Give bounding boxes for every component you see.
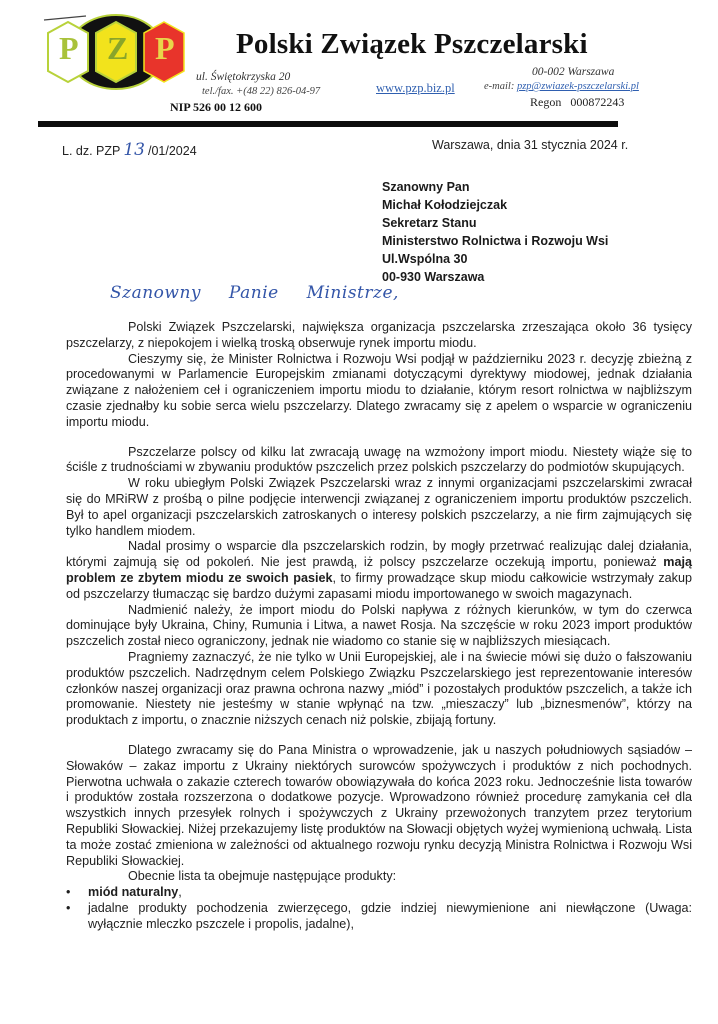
recipient-line: Ministerstwo Rolnictwa i Rozwoju Wsi (382, 234, 609, 248)
street-address: ul. Świętokrzyska 20 (196, 71, 291, 83)
list-item-text: , (178, 885, 182, 900)
date-line: Warszawa, dnia 31 stycznia 2024 r. (432, 138, 629, 152)
recipient-line: Sekretarz Stanu (382, 216, 477, 230)
list-item (66, 885, 692, 901)
recipient-line: Szanowny Pan (382, 180, 470, 194)
paragraph (66, 539, 692, 602)
paragraph: Cieszymy się, że Minister Rolnictwa i Rozwoju Wsi podjął w październiku 2023 r. decyzję zbieżną z procedowanymi w Parlamencie Europejskim zmianami dotyczącymi dyrektywy miodowej, jednak działania związane z nałożeniem ceł i ograniczeniem importu miodu to działanie, którym resort rolnictwa w najbliższym czasie zjednałby ku sobie serca wielu pszczelarzy. Dlatego zwracamy się z apelem o wsparcie w ograniczeniu importu miodu. (66, 351, 692, 429)
email-link[interactable]: pzp@zwiazek-pszczelarski.pl (516, 81, 639, 92)
paragraph: W roku ubiegłym Polski Związek Pszczelarski wraz z innymi organizacjami pszczelarskimi zwracał się do MRiRW z prośbą o pilne podjęcie interwencji związanej z ograniczeniem importu produktów pszczelich. Był to apel organizacji pszczelarskich zatroskanych o interesy polskich pszczelarzy, a nie firm zajmujących się tylko handlem miodem. (66, 476, 692, 538)
nip-number: NIP 526 00 12 600 (170, 100, 263, 114)
list-item (66, 901, 692, 933)
logo-letter-p1: P (59, 30, 79, 66)
ref-suffix: /01/2024 (148, 144, 197, 158)
logo-letter-z: Z (107, 30, 129, 66)
list-item-bold: miód naturalny (88, 885, 179, 900)
reference-number (62, 140, 197, 160)
email-label: e-mail: (484, 81, 515, 92)
salutation-handwritten: Szanowny Panie Ministrze, (110, 283, 399, 303)
paragraph: Dlatego zwracamy się do Pana Ministra o wprowadzenie, jak u naszych południowych sąsiadów – Słowaków – zakaz importu z Ukrainy niektórych surowców spożywczych i produktów z nich pochodnych. Pierwotna uchwała o zakazie czterech towarów obowiązywała do końca 2023 roku. Jednocześnie lista towarów i produktów została rozszerzona o dodatkowe pozycje. Wprowadzono również procedurę zamykania ceł dla wszystkich innych przesyłek rolnych i spożywczych z Ukrainy przewożonych tranzytem przez terytorium Republiki Słowackiej. Niżej przekazujemy listę produktów na Słowacji objętych wyżej wymienioną uchwałą. Lista ta może zostać zmieniona w zależności od aktualnego rozwoju rynku decyzją Ministra Rolnictwa i Rozwoju Wsi Republiki Słowackiej. (66, 742, 692, 868)
recipient-line: Michał Kołodziejczak (382, 198, 508, 212)
paragraph: Obecnie lista ta obejmuje następujące produkty: (128, 869, 397, 884)
recipient-line: Ul.Wspólna 30 (382, 252, 468, 266)
website-link[interactable]: www.pzp.biz.pl (376, 81, 455, 95)
logo-letter-p2: P (155, 30, 175, 66)
paragraph: Pragniemy zaznaczyć, że nie tylko w Unii Europejskiej, ale i na świecie mówi się dużo o fałszowaniu produktów pszczelich. Nadrzędnym celem Polskiego Związku Pszczelarskiego jest reprezentowanie interesów członków naszej organizacji oraz prawna ochrona nazwy „miód” i pozostałych produktów pszczelich, a także ich promowanie. Niestety nie jesteśmy w stanie wpłynąć na tzw. „mieszaczy” lub „biznesmenów”, którzy na produktach z importu, o znacznie niższych cenach niż polskie, zbijają fortuny. (66, 649, 692, 728)
phone-fax: tel./fax. +(48 22) 826-04-97 (202, 86, 321, 97)
ref-prefix: L. dz. PZP (62, 144, 121, 158)
list-item-text: jadalne produkty pochodzenia zwierzęcego, gdzie indziej niewymienione ani niewłączone (Uwaga: wyłącznie mleczko pszczele i propolis, jadalne), (88, 900, 692, 931)
letter-body (66, 320, 692, 932)
recipient-address (382, 178, 608, 286)
postal-city: 00-002 Warszawa (532, 66, 615, 78)
emphasis-text: mają problem ze zbytem miodu ze swoich pasiek (66, 555, 692, 585)
paragraph-text: , to firmy prowadzące skup miodu całkowicie wstrzymały zakup od pszczelarzy tłumacząc się bardzo dużymi zapasami miodu importowanego w swoich magazynach. (66, 570, 692, 601)
paragraph: Pszczelarze polscy od kilku lat zwracają uwagę na wzmożony import miodu. Niestety wiąże się to ściśle z trudnościami w zbywaniu produktów pszczelich przez polskich pszczelarzy do podmiotów skupujących. (66, 444, 692, 475)
paragraph: Nadmienić należy, że import miodu do Polski napływa z różnych kierunków, w tym do czerwca dominujące były Ukraina, Chiny, Rumunia i Litwa, a nawet Rosja. Na szczęście w roku 2023 import produktów pszczelich został nieco ograniczony, jednak nie wiadomo co stanie się w najbliższych miesiącach. (66, 602, 692, 649)
paragraph-text: Nadal prosimy o wsparcie dla pszczelarskich rodzin, by mogły przetrwać realizując dalej działania, którymi zajmują się od pokoleń. Nie jest prawdą, iż polscy pszczelarze oczekują importu, ponieważ (66, 539, 692, 570)
product-list (66, 885, 692, 932)
header-divider (38, 121, 618, 127)
organization-name: Polski Związek Pszczelarski (236, 28, 588, 60)
email-line (484, 81, 639, 92)
ref-number-handwritten: 13 (123, 140, 145, 160)
recipient-line: 00-930 Warszawa (382, 270, 485, 284)
regon-number: Regon 000872243 (530, 95, 625, 109)
paragraph: Polski Związek Pszczelarski, największa organizacja pszczelarska zrzeszająca około 36 tysięcy pszczelarzy, z niepokojem i wielką troską obserwuje rynek importu miodu. (66, 320, 692, 350)
